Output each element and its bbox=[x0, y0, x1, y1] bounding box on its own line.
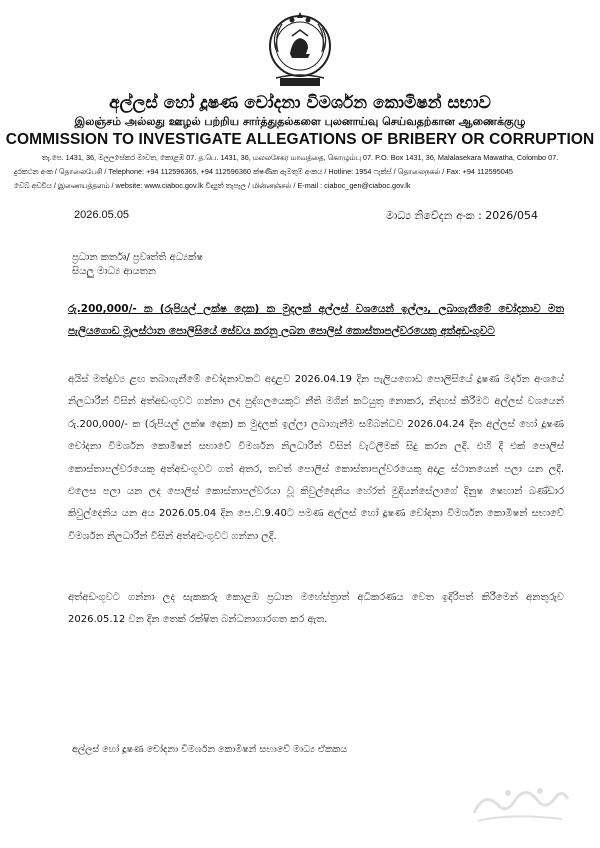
sri-lanka-lion-emblem-icon bbox=[262, 6, 338, 92]
phone-line: දුරකථන අංක / தொலைபேசி / Telephone: +94 112596365, +94 112596360 ක්ෂණික ඇමතුම් අංකය / Hotline: 1954 ෆැක්ස් / தொலைநகல் / Fax: +94 112595045 bbox=[14, 167, 513, 176]
recipient-line: ප්‍රධාන කර්තෘ/ ප්‍රවෘත්ති අධ්‍යක්ෂ bbox=[72, 252, 203, 263]
stamp-watermark-icon bbox=[468, 783, 572, 827]
recipient-line: සියලු මාධ්‍ය ආයතන bbox=[72, 266, 156, 277]
release-date: 2026.05.05 bbox=[74, 209, 130, 221]
commission-title-sinhala: අල්ලස් හෝ දූෂණ චෝදනා විමර්ශන කොමිෂන් සභාව bbox=[109, 93, 491, 113]
address-line: තැ.පෙ. 1431, 36, මලලසේකර මාවත, කොළඹ 07. த.பெ. 1431, 36, மலலசேகர மாவத்தை, கொழும்பு 07. P.O. Box 1431, 36, Malalasekara Mawatha, Colombo 07. bbox=[41, 153, 559, 162]
commission-title-tamil: இலஞ்சம் அல்லது ஊழல் பற்றிய சார்த்துதல்களை புலனாய்வு செய்வதற்கான ஆணைக்குழு bbox=[74, 115, 526, 128]
web-line: වෙබ් අඩවිය / இணையத்தளம் / website: www.ciaboc.gov.lk විද්‍යුත් තැපෑල / மின்னஞ்சல் / E-mail : ciaboc_gen@ciaboc.gov.lk bbox=[14, 181, 411, 190]
subject-heading: රු.200,000/- ක (රුපියල් ලක්ෂ දෙක) ක මුදලක් අල්ලස් වශයෙන් ඉල්ලා, ලබාගැනීමේ චෝදනාව මත පැලියගොඩ මූලස්ථාන පොලිසියේ සේවය කරනු ලබන පොලිස් කොස්තාපල්වරයෙකු අත්අඩංගුවට bbox=[68, 303, 564, 337]
commission-title-english: COMMISSION TO INVESTIGATE ALLEGATIONS OF BRIBERY OR CORRUPTION bbox=[5, 131, 595, 148]
media-unit-signature: අල්ලස් හෝ දූෂණ චෝදනා විමර්ශන කොමිෂන් සභාවේ මාධ්‍ය ඒකකය bbox=[72, 744, 348, 755]
body-paragraph: අත්අඩංගුවට ගන්නා ලද සැකකරු කොළඹ ප්‍රධාන මහේස්ත්‍රාත් අධිකරණය වෙත ඉදිරිපත් කිරීමෙන් අනතුරුව 2026.05.12 වන දින තෙක් රක්ෂිත බන්ධනාගාරගත කර ඇත. bbox=[68, 592, 564, 626]
body-paragraph: අයිස් මත්ද්‍රව්‍ය ළඟ තබාගැනීමේ චෝදනාවකට අදාළව 2026.04.19 දින පැලියගොඩ පොලිසියේ දූෂණ මර්දන අංශයේ නිලධාරීන් විසින් අත්අඩංගුවට ගන්නා ලද පුද්ගලයෙකුට නීති මගින් කටයුතු නොකර, නිදහස් කිරීමට අල්ලස් වශයෙන් රු.200,000/- ක (රුපියල් ලක්ෂ දෙක) ක මුදලක් ඉල්ලා ලබාගැනීම සම්බන්ධව 2026.04.24 දින අල්ලස් හෝ දූෂණ චෝදනා විමර්ශන කොමිෂන් සභාවේ විමර්ශන නිලධාරීන් විසින් වැටලීමක් සිදු කරන ලදී. එහි දී එක් පොලිස් කොස්තාපල්වරයෙකු අත්අඩංගුවට ගත් අතර, තවත් පොලිස් කොස්තාපල්වරයෙකු අදාළ ස්ථානයෙන් පලා යන ලදී. එලෙස පලා යන ලද පොලිස් කොස්තාපල්වරයා වූ කිවුල්දෙනිය හේරත් මුදියන්සේලාගේ දිනුෂ ෂෙහාන් බණ්ඩාර කිවුල්දෙනිය යන අය 2026.05.04 දින පෙ.ව.9.40ට පමණ අල්ලස් හෝ දූෂණ චෝදනා විමර්ශන කොමිෂන් සභාවේ විමර්ශන නිලධාරීන් විසින් අත්අඩංගුවට ගන්නා ලදී. bbox=[68, 374, 564, 542]
release-number: මාධ්‍ය නිවේදන අංක : 2026/054 bbox=[385, 209, 538, 222]
